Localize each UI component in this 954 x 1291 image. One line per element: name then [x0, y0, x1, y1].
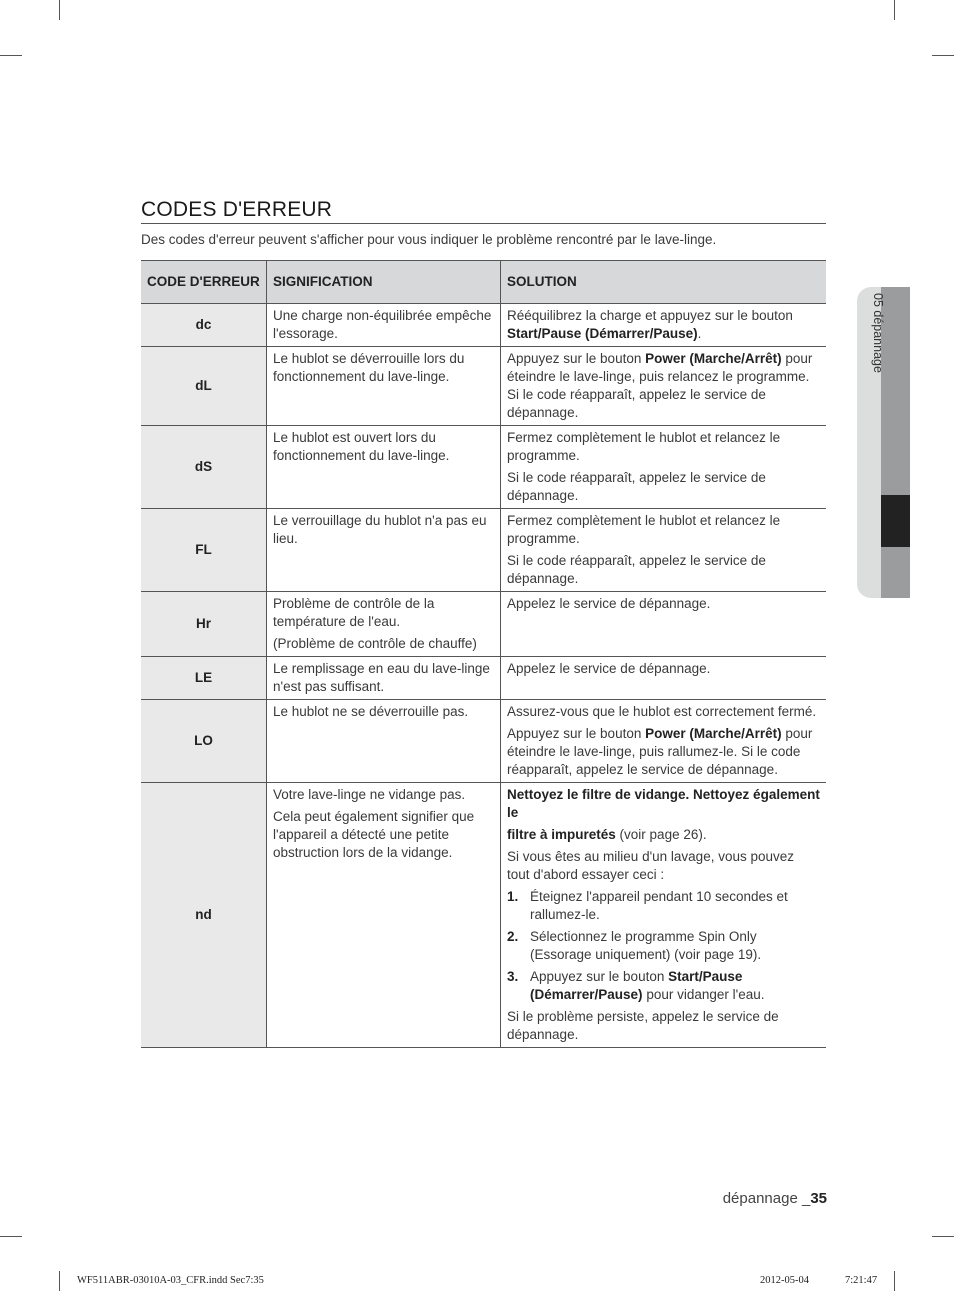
- solution-cell: [501, 304, 827, 347]
- text-run: (voir page 26).: [615, 827, 707, 842]
- solution-paragraph: [507, 307, 820, 343]
- crop-mark: [932, 55, 954, 56]
- bold-text: Start/Pause (Démarrer/Pause): [507, 326, 698, 341]
- meaning-cell: [267, 783, 501, 1048]
- solution-cell: [501, 347, 827, 426]
- table-row: [141, 592, 826, 657]
- text-run: pour vidanger l'eau.: [642, 987, 765, 1002]
- text-run: Votre lave-linge ne vidange pas.: [273, 787, 466, 802]
- meaning-paragraph: [273, 786, 494, 804]
- meaning-cell: [267, 592, 501, 657]
- solution-paragraph: [507, 595, 820, 613]
- table-row: [141, 426, 826, 509]
- step-number: 1.: [507, 889, 519, 904]
- text-run: Si vous êtes au milieu d'un lavage, vous pouvez tout d'abord essayer ceci :: [507, 849, 795, 882]
- table-row: [141, 700, 826, 783]
- text-run: Une charge non-équilibrée empêche l'essorage.: [273, 308, 492, 341]
- solution-cell: [501, 700, 827, 783]
- step-number: 2.: [507, 929, 519, 944]
- bold-text: Power (Marche/Arrêt): [645, 351, 782, 366]
- meaning-paragraph: [273, 703, 494, 721]
- text-run: Problème de contrôle de la température de l'eau.: [273, 596, 435, 629]
- text-run: pour éteindre le lave-linge, puis relancez le programme. Si le code réapparaît, appelez le service de dépannage.: [507, 351, 813, 420]
- text-run: Appuyez sur le bouton: [507, 351, 646, 366]
- text-run: (voir page 19).: [670, 947, 762, 962]
- solution-paragraph: [507, 429, 820, 465]
- crop-mark: [894, 0, 895, 20]
- text-run: Le hublot se déverrouille lors du fonctionnement du lave-linge.: [273, 351, 465, 384]
- header-signification: SIGNIFICATION: [267, 261, 501, 304]
- text-run: Si le code réapparaît, appelez le service de dépannage.: [507, 553, 766, 586]
- solution-paragraph: [507, 848, 820, 884]
- text-run: Appelez le service de dépannage.: [507, 661, 711, 676]
- section-tab-strip: [881, 287, 910, 598]
- error-code-cell: LE: [141, 657, 267, 700]
- text-run: Fermez complètement le hublot et relancez le programme.: [507, 513, 781, 546]
- table-row: [141, 783, 826, 1048]
- text-run: (Problème de contrôle de chauffe): [273, 636, 477, 651]
- meaning-cell: [267, 700, 501, 783]
- crop-mark: [59, 1271, 60, 1291]
- meaning-paragraph: [273, 660, 494, 696]
- solution-cell: [501, 592, 827, 657]
- bold-text: Power (Marche/Arrêt): [645, 726, 782, 741]
- table-row: [141, 304, 826, 347]
- text-run: Le remplissage en eau du lave-linge n'est pas suffisant.: [273, 661, 490, 694]
- meaning-paragraph: [273, 595, 494, 631]
- crop-mark: [894, 1271, 895, 1291]
- solution-paragraph: [507, 512, 820, 548]
- bold-text: Start/Pause (Démarrer/Pause): [530, 969, 743, 1002]
- solution-paragraph: [507, 826, 820, 844]
- header-solution: SOLUTION: [501, 261, 827, 304]
- text-run: Le hublot ne se déverrouille pas.: [273, 704, 469, 719]
- solution-step: [507, 888, 820, 924]
- text-run: Le verrouillage du hublot n'a pas eu lieu.: [273, 513, 487, 546]
- step-text: [530, 928, 820, 964]
- meaning-cell: [267, 509, 501, 592]
- meaning-cell: [267, 347, 501, 426]
- page-title: CODES D'ERREUR: [141, 198, 826, 224]
- meaning-paragraph: [273, 350, 494, 386]
- error-code-cell: nd: [141, 783, 267, 1048]
- error-code-cell: dc: [141, 304, 267, 347]
- meaning-cell: [267, 657, 501, 700]
- text-run: Sélectionnez le programme: [530, 929, 699, 944]
- step-text: [530, 888, 820, 924]
- error-code-cell: dL: [141, 347, 267, 426]
- error-code-cell: dS: [141, 426, 267, 509]
- footer-section: dépannage _: [722, 1190, 811, 1207]
- bold-text: filtre à impuretés: [507, 827, 616, 842]
- table-header-row: [141, 261, 826, 304]
- meaning-paragraph: [273, 635, 494, 653]
- solution-paragraph: [507, 552, 820, 588]
- solution-step: [507, 968, 820, 1004]
- section-tab-label: 05 dépannage: [871, 293, 885, 373]
- solution-paragraph: [507, 725, 820, 779]
- solution-step: [507, 928, 820, 964]
- slug-date: 2012-05-04: [760, 1275, 809, 1286]
- meaning-cell: [267, 426, 501, 509]
- slug-time: 7:21:47: [845, 1275, 878, 1286]
- solution-cell: [501, 509, 827, 592]
- text-run: Cela peut également signifier que l'appareil a détecté une petite obstruction lors de la vidange.: [273, 809, 475, 860]
- meaning-paragraph: [273, 512, 494, 548]
- text-run: Spin Only (Essorage uniquement): [530, 929, 757, 962]
- solution-cell: [501, 783, 827, 1048]
- error-code-cell: FL: [141, 509, 267, 592]
- crop-mark: [932, 1236, 954, 1237]
- solution-paragraph: [507, 350, 820, 422]
- slug-file: WF511ABR-03010A-03_CFR.indd Sec7:35: [77, 1275, 264, 1286]
- text-run: Éteignez l'appareil pendant 10 secondes et rallumez-le.: [530, 889, 788, 922]
- meaning-paragraph: [273, 429, 494, 465]
- text-run: Assurez-vous que le hublot est correctement fermé.: [507, 704, 817, 719]
- text-run: Appelez le service de dépannage.: [507, 596, 711, 611]
- crop-mark: [0, 55, 22, 56]
- crop-mark: [59, 0, 60, 20]
- solution-paragraph: [507, 660, 820, 678]
- table-row: [141, 509, 826, 592]
- header-code: CODE D'ERREUR: [141, 261, 267, 304]
- step-text: [530, 968, 820, 1004]
- error-code-cell: Hr: [141, 592, 267, 657]
- bold-text: Nettoyez le filtre de vidange. Nettoyez également le: [507, 787, 820, 820]
- error-code-cell: LO: [141, 700, 267, 783]
- solution-cell: [501, 657, 827, 700]
- solution-paragraph: [507, 469, 820, 505]
- step-number: 3.: [507, 969, 519, 984]
- page-footer: [723, 1190, 827, 1207]
- meaning-paragraph: [273, 808, 494, 862]
- solution-steps: [507, 888, 820, 1004]
- table-body: [141, 304, 826, 1048]
- solution-paragraph: [507, 703, 820, 721]
- page-number: 35: [810, 1190, 827, 1207]
- table-row: [141, 347, 826, 426]
- section-tab-marker: [881, 495, 910, 547]
- text-run: Si le code réapparaît, appelez le service de dépannage.: [507, 470, 766, 503]
- solution-cell: [501, 426, 827, 509]
- solution-paragraph: [507, 786, 820, 822]
- error-code-table: [141, 260, 826, 1048]
- meaning-paragraph: [273, 307, 494, 343]
- text-run: .: [697, 326, 702, 341]
- meaning-cell: [267, 304, 501, 347]
- text-run: Le hublot est ouvert lors du fonctionnement du lave-linge.: [273, 430, 450, 463]
- solution-paragraph: [507, 1008, 820, 1044]
- text-run: Fermez complètement le hublot et relancez le programme.: [507, 430, 781, 463]
- text-run: Rééquilibrez la charge et appuyez sur le bouton: [507, 308, 793, 323]
- intro-text: Des codes d'erreur peuvent s'afficher pour vous indiquer le problème rencontré par le lave-linge.: [141, 232, 717, 247]
- text-run: pour éteindre le lave-linge, puis rallumez-le. Si le code réapparaît, appelez le service de dépannage.: [507, 726, 813, 777]
- table-row: [141, 657, 826, 700]
- crop-mark: [0, 1236, 22, 1237]
- text-run: Appuyez sur le bouton: [507, 726, 646, 741]
- text-run: Appuyez sur le bouton: [530, 969, 669, 984]
- text-run: Si le problème persiste, appelez le service de dépannage.: [507, 1009, 779, 1042]
